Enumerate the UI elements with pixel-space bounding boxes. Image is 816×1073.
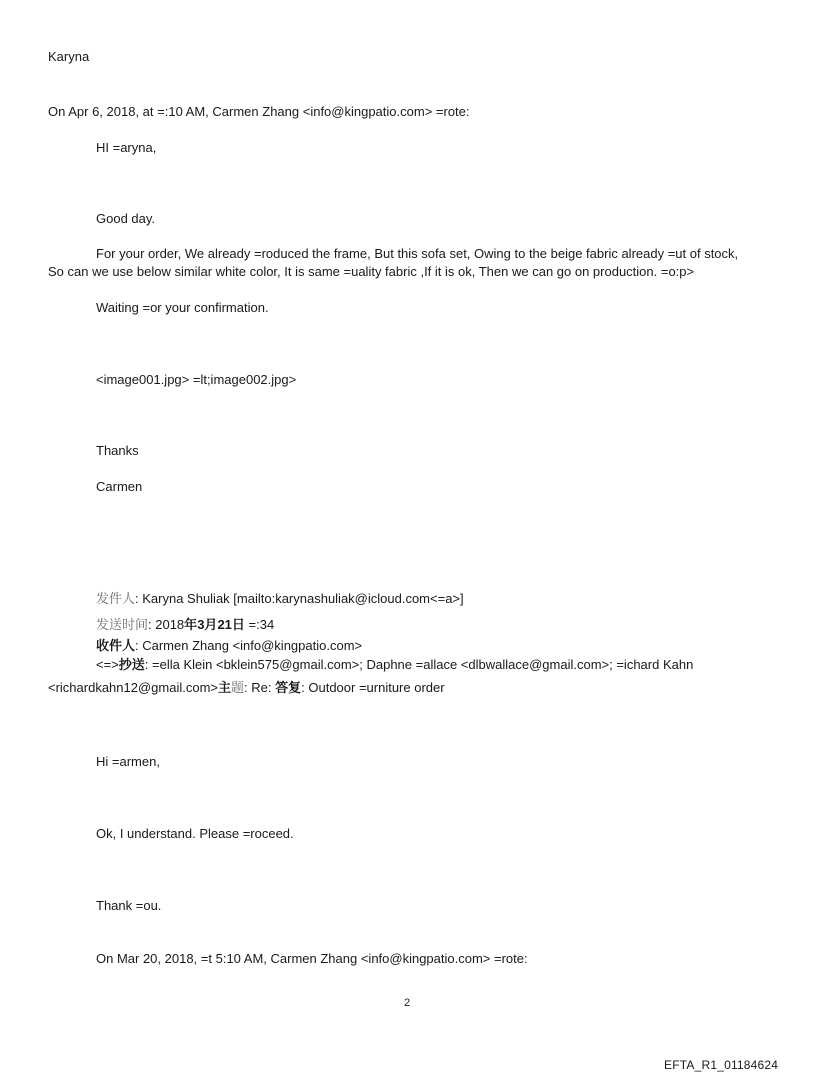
image-attachments: <image001.jpg> =lt;image002.jpg> xyxy=(96,372,297,387)
cc-line xyxy=(96,657,693,673)
subject-label-a: 主 xyxy=(218,680,232,695)
sent-year: : 2018 xyxy=(148,617,185,632)
cc-value: : =ella Klein <bklein575@gmail.com>; Daphne =allace <dlbwallace@gmail.com>; =ichard Kahn xyxy=(144,657,694,672)
reply-header: On Apr 6, 2018, at =:10 AM, Carmen Zhang <info@kingpatio.com> =rote: xyxy=(48,104,470,119)
karyna-thanks: Thank =ou. xyxy=(96,898,162,913)
greeting: HI =aryna, xyxy=(96,140,157,155)
karyna-body: Ok, I understand. Please =roceed. xyxy=(96,826,294,841)
carmen-signature: Carmen xyxy=(96,479,143,494)
sent-day: 21 xyxy=(217,617,232,632)
sent-month-char: 月 xyxy=(204,617,218,632)
page-number: 2 xyxy=(404,997,411,1009)
sent-label: 发送时间 xyxy=(96,617,149,632)
document-id-footer: EFTA_R1_01184624 xyxy=(664,1058,779,1072)
karyna-greeting: Hi =armen, xyxy=(96,754,160,769)
subject-value-c: : Outdoor =urniture order xyxy=(301,680,445,695)
subject-value-b: 答复 xyxy=(275,680,302,695)
cc-prefix: <=> xyxy=(96,657,119,672)
good-day-line: Good day. xyxy=(96,211,156,226)
to-line xyxy=(96,638,362,654)
cc-label: 抄送 xyxy=(118,657,145,672)
from-line xyxy=(96,591,464,607)
subject-value-a: : Re: xyxy=(244,680,276,695)
waiting-line: Waiting =or your confirmation. xyxy=(96,300,269,315)
sent-year-char: 年 xyxy=(184,617,198,632)
body-line-1: For your order, We already =roduced the frame, But this sofa set, Owing to the beige fabric already =ut of stock, xyxy=(96,246,739,261)
sent-line xyxy=(96,617,274,633)
cc-value-cont: <richardkahn12@gmail.com> xyxy=(48,680,219,695)
sent-day-char: 日 xyxy=(231,617,245,632)
from-label: 发件人 xyxy=(96,591,136,606)
subject-line xyxy=(48,680,445,696)
thanks-line: Thanks xyxy=(96,443,139,458)
to-label: 收件人 xyxy=(96,638,136,653)
quote-header: On Mar 20, 2018, =t 5:10 AM, Carmen Zhang <info@kingpatio.com> =rote: xyxy=(96,951,528,966)
sent-month: 3 xyxy=(197,617,205,632)
signature-name: Karyna xyxy=(48,49,90,64)
body-line-2: So can we use below similar white color, It is same =uality fabric ,If it is ok, Then we can go on production. =o:p> xyxy=(48,264,695,279)
to-value: : Carmen Zhang <info@kingpatio.com> xyxy=(135,638,363,653)
subject-label-b: 题 xyxy=(231,680,245,695)
from-value: : Karyna Shuliak [mailto:karynashuliak@icloud.com<=a>] xyxy=(135,591,464,606)
sent-time: =:34 xyxy=(244,617,275,632)
